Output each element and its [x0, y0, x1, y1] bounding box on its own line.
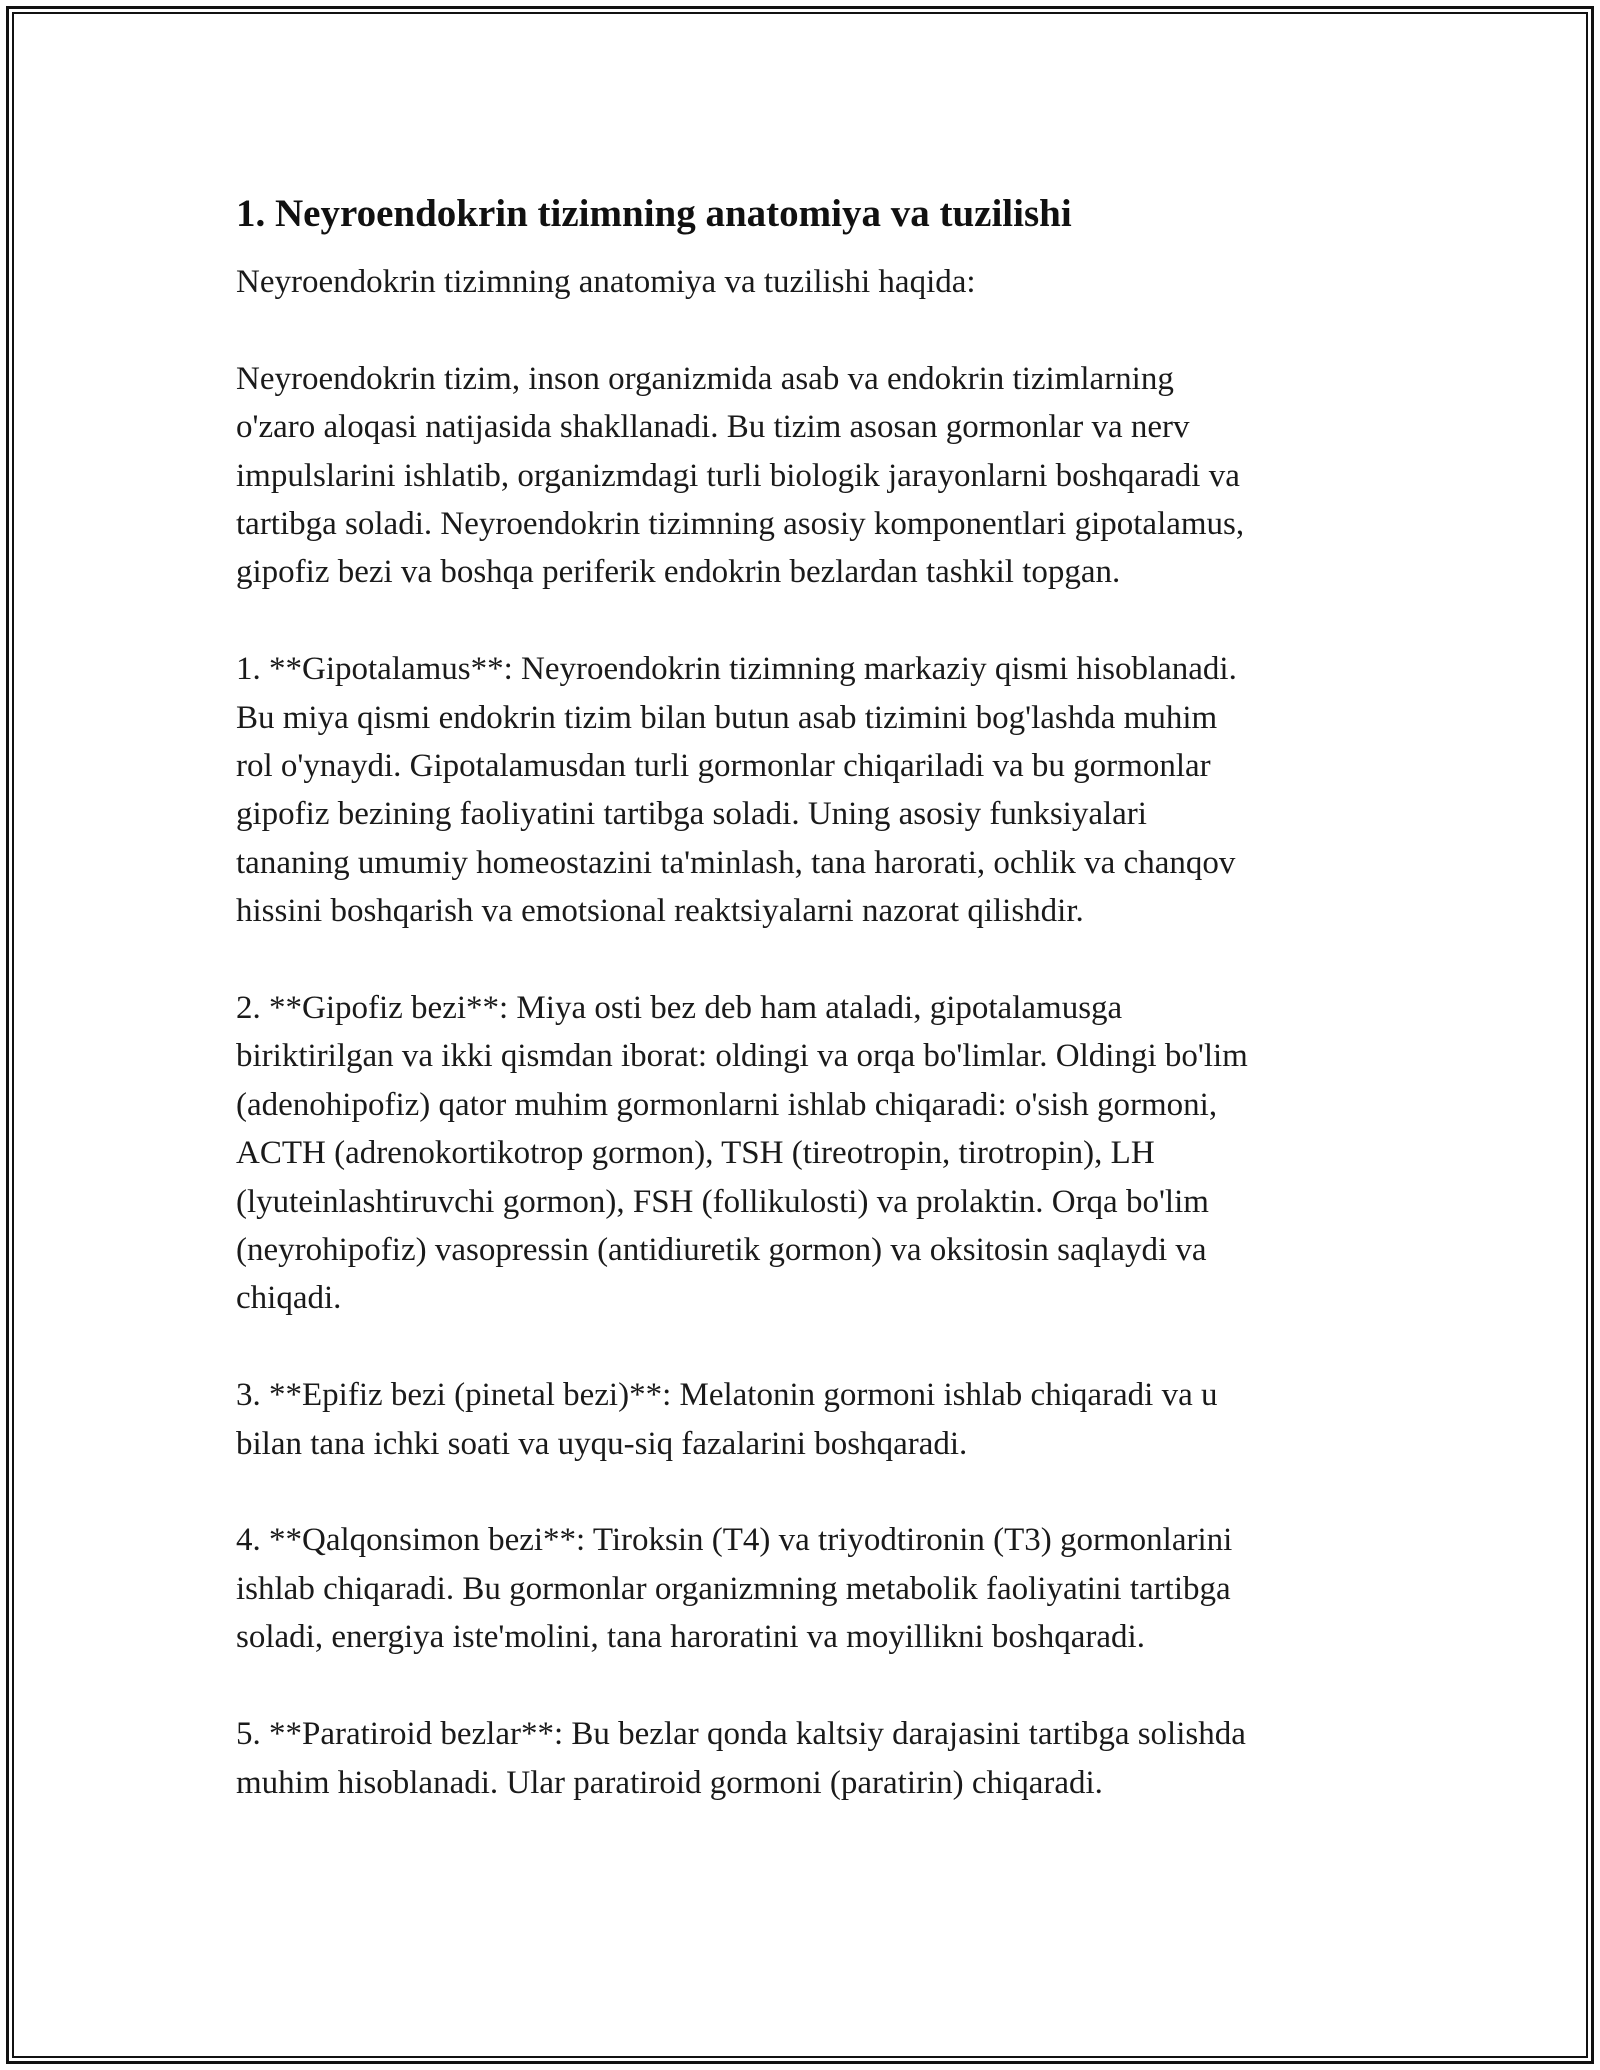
text-line: ishlab chiqaradi. Bu gormonlar organizmning metabolik faoliyatini tartibga	[236, 1570, 1231, 1607]
text-line: Neyroendokrin tizim, inson organizmida asab va endokrin tizimlarning	[236, 360, 1174, 397]
text-line: 5. **Paratiroid bezlar**: Bu bezlar qonda kaltsiy darajasini tartibga solishda	[236, 1716, 1246, 1753]
text-line: tananing umumiy homeostazini ta'minlash, tana harorati, ochlik va chanqov	[236, 844, 1236, 881]
text-line: chiqadi.	[236, 1280, 342, 1317]
list-item-gipotalamus	[236, 645, 1366, 935]
text-line: biriktirilgan va ikki qismdan iborat: oldingi va orqa bo'limlar. Oldingi bo'lim	[236, 1038, 1248, 1075]
list-item-qalqonsimon-bezi	[236, 1516, 1366, 1661]
document-body	[236, 186, 1366, 1807]
list-item-paratiroid-bezlar	[236, 1710, 1366, 1807]
text-line: gipofiz bezi va boshqa periferik endokrin bezlardan tashkil topgan.	[236, 554, 1121, 591]
text-line: hissini boshqarish va emotsional reaktsiyalarni nazorat qilishdir.	[236, 893, 1084, 930]
text-line: 1. **Gipotalamus**: Neyroendokrin tizimning markaziy qismi hisoblanadi.	[236, 651, 1237, 688]
overview-paragraph	[236, 355, 1366, 597]
text-line: ACTH (adrenokortikotrop gormon), TSH (tireotropin, tirotropin), LH	[236, 1135, 1155, 1172]
text-line: 3. **Epifiz bezi (pinetal bezi)**: Melatonin gormoni ishlab chiqaradi va u	[236, 1377, 1218, 1414]
text-line: (adenohipofiz) qator muhim gormonlarni ishlab chiqaradi: o'sish gormoni,	[236, 1086, 1218, 1123]
text-line: impulslarini ishlatib, organizmdagi turli biologik jarayonlarni boshqaradi va	[236, 457, 1240, 494]
list-item-epifiz-bezi	[236, 1371, 1366, 1468]
text-line: (lyuteinlashtiruvchi gormon), FSH (follikulosti) va prolaktin. Orqa bo'lim	[236, 1183, 1209, 1220]
intro-line: Neyroendokrin tizimning anatomiya va tuzilishi haqida:	[236, 264, 976, 300]
text-line: o'zaro aloqasi natijasida shakllanadi. Bu tizim asosan gormonlar va nerv	[236, 409, 1190, 446]
text-line: muhim hisoblanadi. Ular paratiroid gormoni (paratirin) chiqaradi.	[236, 1764, 1103, 1801]
intro-paragraph	[236, 258, 1366, 306]
list-item-gipofiz-bezi	[236, 984, 1366, 1323]
text-line: (neyrohipofiz) vasopressin (antidiuretik gormon) va oksitosin saqlaydi va	[236, 1232, 1207, 1269]
text-line: tartibga soladi. Neyroendokrin tizimning asosiy komponentlari gipotalamus,	[236, 506, 1245, 543]
text-line: rol o'ynaydi. Gipotalamusdan turli gormonlar chiqariladi va bu gormonlar	[236, 748, 1211, 785]
text-line: Bu miya qismi endokrin tizim bilan butun asab tizimini bog'lashda muhim	[236, 699, 1218, 736]
text-line: bilan tana ichki soati va uyqu-siq fazalarini boshqaradi.	[236, 1425, 968, 1462]
text-line: gipofiz bezining faoliyatini tartibga soladi. Uning asosiy funksiyalari	[236, 796, 1147, 833]
section-heading: 1. Neyroendokrin tizimning anatomiya va tuzilishi	[236, 192, 1072, 235]
text-line: soladi, energiya iste'molini, tana haroratini va moyillikni boshqaradi.	[236, 1619, 1145, 1656]
text-line: 2. **Gipofiz bezi**: Miya osti bez deb ham ataladi, gipotalamusga	[236, 990, 1123, 1027]
text-line: 4. **Qalqonsimon bezi**: Tiroksin (T4) va triyodtironin (T3) gormonlarini	[236, 1522, 1233, 1559]
